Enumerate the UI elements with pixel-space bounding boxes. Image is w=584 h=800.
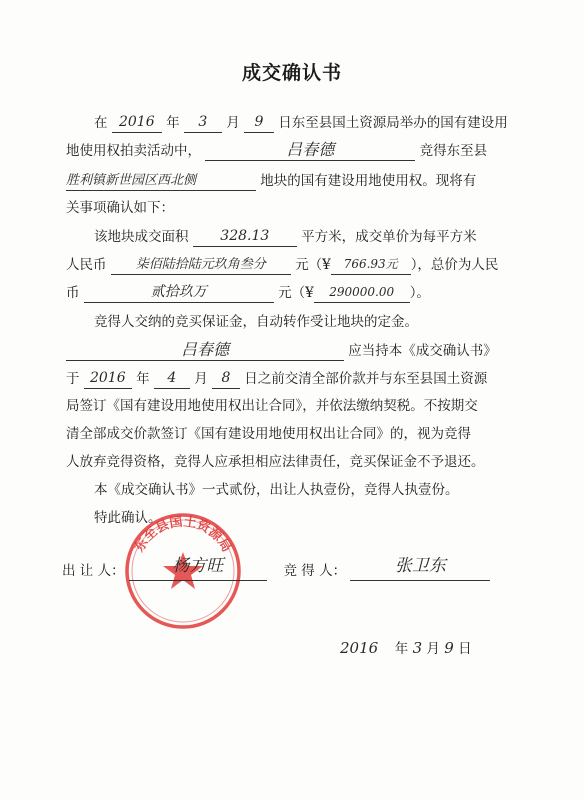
winner-name: 吕春德 xyxy=(286,140,335,159)
date-year: 2016 xyxy=(340,639,379,657)
para1-prefix: 在 xyxy=(94,115,108,131)
seller-label: 出 让 人： xyxy=(62,563,125,579)
total-suffix: ）。 xyxy=(409,285,430,301)
para1-line4: 关事项确认如下： xyxy=(66,200,174,216)
para3: 竞得人交纳的竞买保证金，自动转作受让地块的定金。 xyxy=(94,314,418,330)
para4-line5: 人放弃竞得资格，竞得人应承担相应法律责任，竞买保证金不予退还。 xyxy=(66,454,485,470)
para4-line3: 局签订《国有建设用地使用权出让合同》，并依法缴纳契税。不按期交 xyxy=(66,398,478,414)
para5: 本《成交确认书》一式贰份，出让人执壹份，竞得人执壹份。 xyxy=(94,482,459,498)
para2-line2 xyxy=(66,254,498,275)
para4-winner: 吕春德 xyxy=(180,340,229,359)
seller-signature: 杨方旺 xyxy=(172,556,224,576)
para1-line1-text: 日东至县国土资源局举办的国有建设用 xyxy=(278,115,508,131)
para1-line2-end: 竞得东至县 xyxy=(419,143,488,159)
document-date xyxy=(340,638,472,659)
para1-line3 xyxy=(66,170,476,191)
total-words: 贰拾玖万 xyxy=(150,284,207,300)
land-location: 胜利镇新世园区西北侧 xyxy=(66,173,197,188)
para2-line1 xyxy=(94,226,477,247)
date-year-unit: 年 xyxy=(394,641,409,657)
year-unit: 年 xyxy=(166,115,180,131)
total-prefix: 币 xyxy=(66,285,80,301)
signature-row xyxy=(62,556,490,581)
deadline-year: 2016 xyxy=(89,370,126,386)
buyer-signature: 张卫东 xyxy=(394,556,446,576)
unit-price-mid: 元（¥ xyxy=(295,257,331,273)
unit-price-prefix: 人民币 xyxy=(66,257,107,273)
unit-price-number: 766.93元 xyxy=(343,257,398,271)
buyer-label: 竞 得 人： xyxy=(283,563,347,579)
auction-year: 2016 xyxy=(118,114,155,130)
auction-day: 9 xyxy=(254,114,264,130)
para6: 特此确认。 xyxy=(94,510,162,526)
deadline-year-unit: 年 xyxy=(136,371,150,387)
para4-line2 xyxy=(66,368,487,389)
para4-line2-suffix: 日之前交清全部价款并与东至县国土资源 xyxy=(244,371,488,387)
para2-line3 xyxy=(66,282,430,303)
para4-line1 xyxy=(66,340,497,361)
total-number: 290000.00 xyxy=(329,285,395,299)
deadline-day: 8 xyxy=(221,370,231,386)
para4-line1-suffix: 应当持本《成交确认书》 xyxy=(348,343,497,359)
para1-line1 xyxy=(94,112,508,133)
date-day: 9 xyxy=(444,639,454,657)
para4-prefix: 于 xyxy=(66,371,80,387)
date-month-unit: 月 xyxy=(426,641,440,657)
auction-month: 3 xyxy=(198,114,208,130)
unit-price-suffix: ），总价为人民 xyxy=(410,257,499,273)
unit-price-words: 柒佰陆拾陆元玖角叁分 xyxy=(135,257,266,272)
area-value: 328.13 xyxy=(220,228,270,244)
document-title: 成交确认书 xyxy=(241,62,342,84)
total-mid: 元（¥ xyxy=(278,285,314,301)
para1-line2 xyxy=(66,140,487,161)
area-suffix: 平方米，成交单价为每平方米 xyxy=(301,229,477,245)
para1-line2-start: 地使用权拍卖活动中， xyxy=(66,143,201,159)
para1-line3-end: 地块的国有建设用地使用权。现将有 xyxy=(260,173,477,189)
date-day-unit: 日 xyxy=(458,641,472,657)
date-month: 3 xyxy=(412,639,423,657)
deadline-month-unit: 月 xyxy=(194,371,208,387)
area-prefix: 该地块成交面积 xyxy=(94,229,189,245)
para4-line4: 清全部成交价款签订《国有建设用地使用权出让合同》的，视为竞得 xyxy=(66,426,471,442)
month-unit: 月 xyxy=(226,115,240,131)
deadline-month: 4 xyxy=(167,370,177,386)
seal-text: 东至县国土资源局 xyxy=(132,514,234,555)
